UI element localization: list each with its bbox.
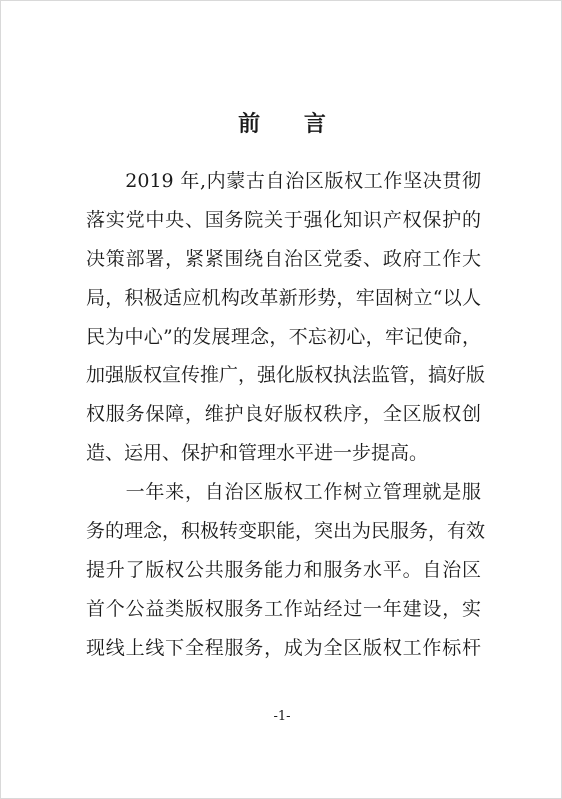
text-line: 民为中心”的发展理念，不忘初心，牢记使命，	[86, 325, 481, 348]
text-line: 造、运用、保护和管理水平进一步提高。	[86, 442, 429, 465]
text-line: 落实党中央、国务院关于强化知识产权保护的	[86, 208, 481, 231]
text-line: 权服务保障，维护良好版权秩序，全区版权创	[86, 403, 481, 426]
text-line: 提升了版权公共服务能力和服务水平。自治区	[86, 558, 481, 581]
text-line: 一年来，自治区版权工作树立管理就是服	[86, 481, 481, 504]
page-title: 前 言	[238, 111, 344, 137]
text-line: 现线上线下全程服务，成为全区版权工作标杆	[86, 636, 481, 659]
text-line: 务的理念，积极转变职能，突出为民服务，有效	[86, 520, 486, 543]
paragraph-1	[86, 162, 486, 473]
text-line: 局，积极适应机构改革新形势，牢固树立“以人	[86, 286, 481, 309]
text-line: 2019 年,内蒙古自治区版权工作坚决贯彻	[86, 170, 481, 192]
page-number: -1-	[273, 709, 291, 724]
text-line: 首个公益类版权服务工作站经过一年建设，实	[86, 597, 481, 620]
document-body	[86, 162, 486, 668]
paragraph-2	[86, 473, 486, 667]
text-line: 决策部署，紧紧围绕自治区党委、政府工作大	[86, 247, 481, 270]
text-line: 加强版权宣传推广，强化版权执法监管，搞好版	[86, 364, 486, 387]
